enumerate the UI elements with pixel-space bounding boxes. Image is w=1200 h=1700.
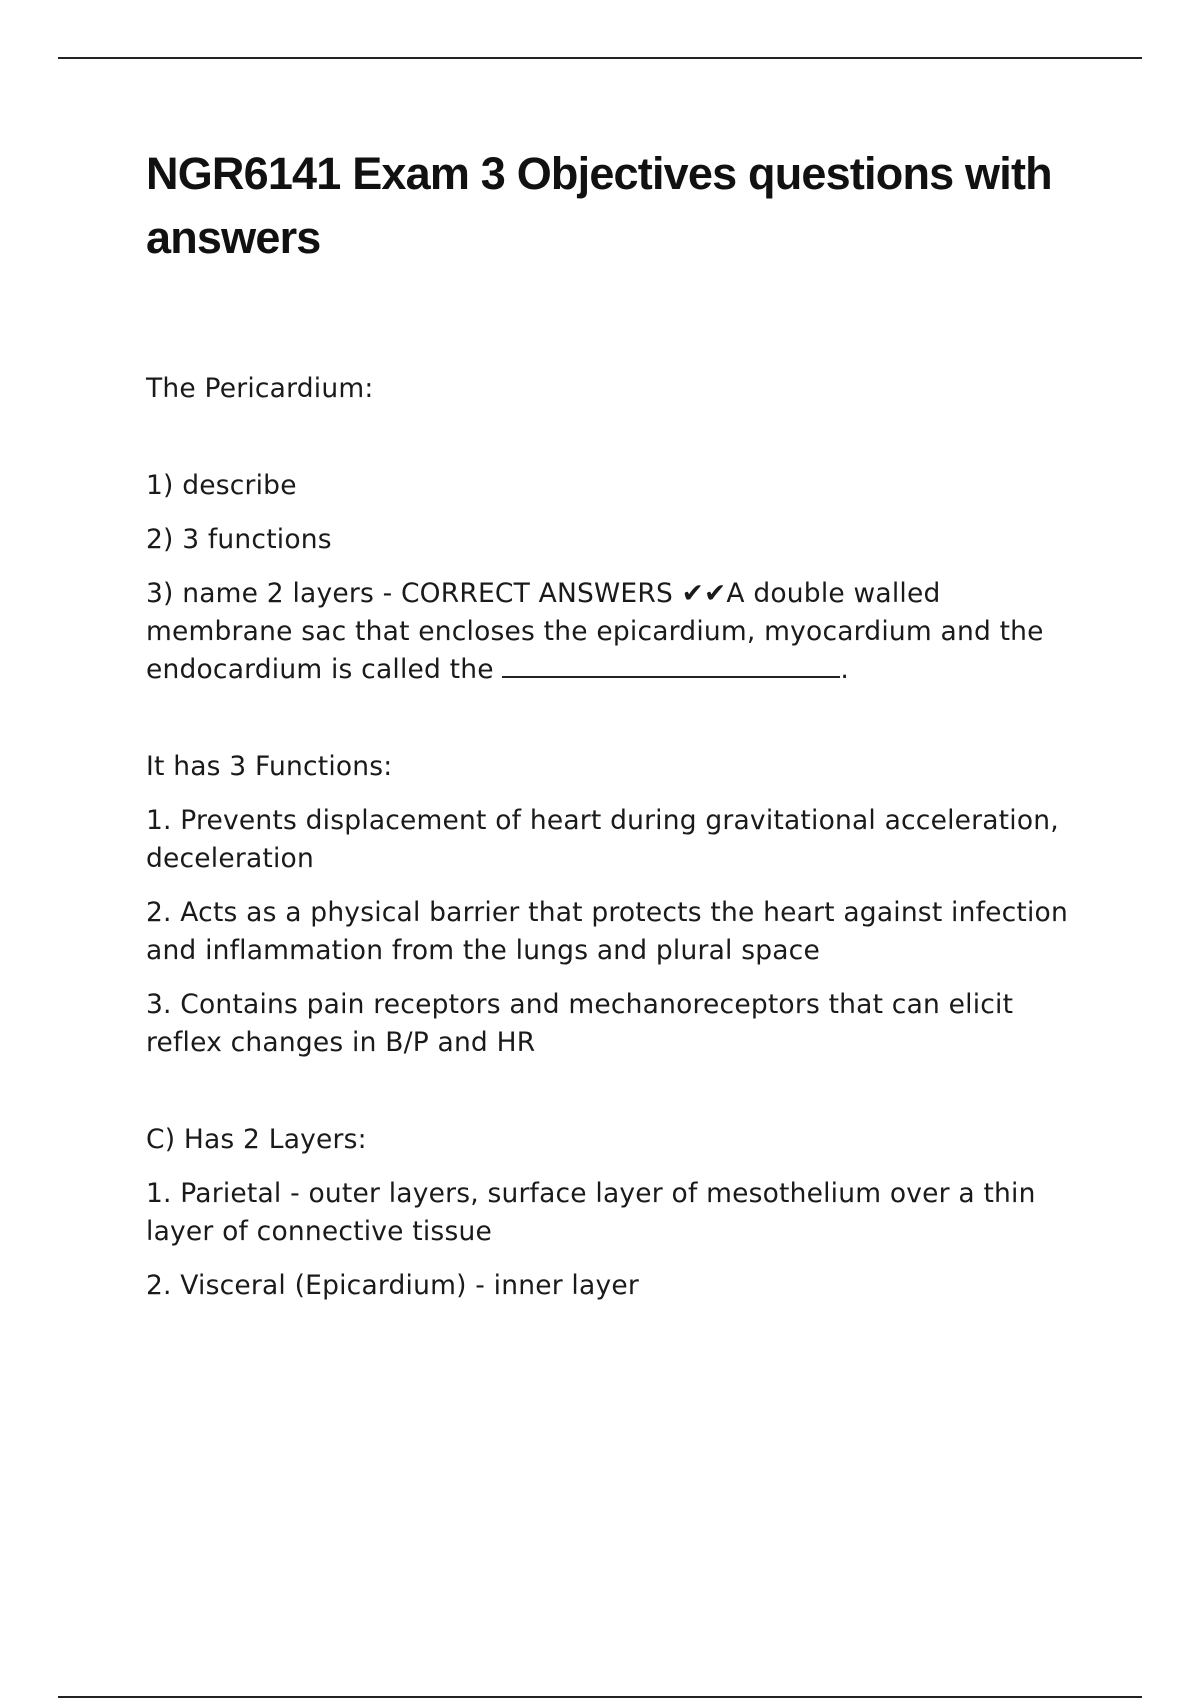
functions-heading: It has 3 Functions: — [146, 751, 393, 782]
answer-period: . — [840, 654, 850, 685]
function-item-2: 2. Acts as a physical barrier that protects the heart against infection and inflammation from the lungs and plural space — [146, 897, 1068, 966]
document-body — [146, 142, 1076, 1305]
fill-in-blank — [502, 675, 840, 678]
answer-text: 3) name 2 layers - CORRECT ANSWERS ✔✔A double walled membrane sac that encloses the epicardium, myocardium and the endocardium is called the — [146, 578, 1044, 685]
layer-item-1: 1. Parietal - outer layers, surface layer of mesothelium over a thin layer of connective tissue — [146, 1178, 1036, 1247]
function-item-3: 3. Contains pain receptors and mechanoreceptors that can elicit reflex changes in B/P and HR — [146, 989, 1014, 1058]
layers-heading: C) Has 2 Layers: — [146, 1124, 367, 1155]
header-rule — [58, 57, 1142, 59]
question-item-3 — [146, 575, 1076, 689]
question-item-2: 2) 3 functions — [146, 524, 332, 555]
function-item-1: 1. Prevents displacement of heart during gravitational acceleration, deceleration — [146, 805, 1059, 874]
document-title: NGR6141 Exam 3 Objectives questions with answers — [146, 148, 1052, 263]
layer-item-2: 2. Visceral (Epicardium) - inner layer — [146, 1270, 639, 1301]
pericardium-heading: The Pericardium: — [146, 373, 374, 404]
footer-rule — [58, 1696, 1142, 1698]
question-item-1: 1) describe — [146, 470, 297, 501]
